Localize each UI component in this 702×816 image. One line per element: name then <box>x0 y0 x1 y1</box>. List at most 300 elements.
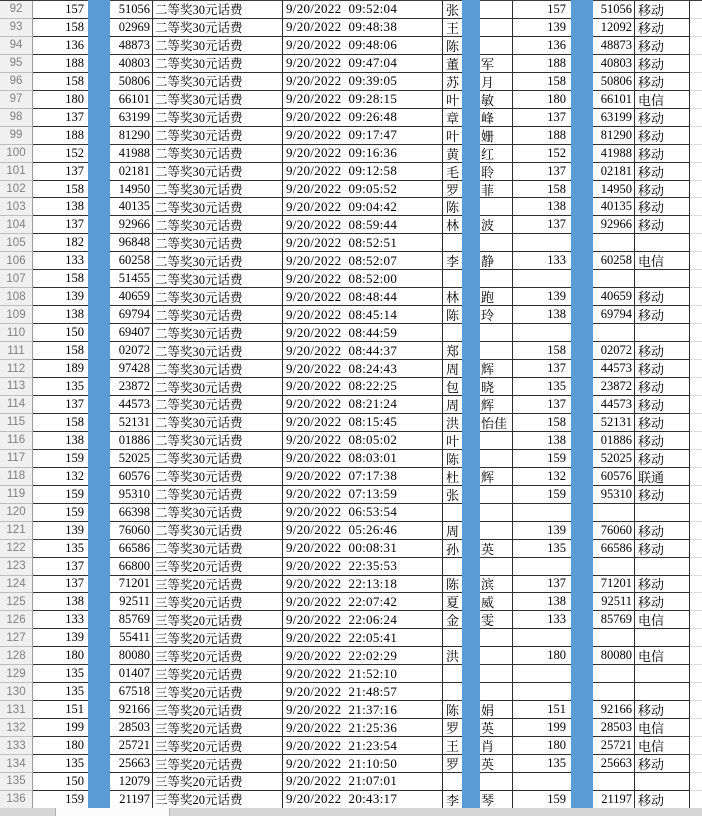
row-header-cell[interactable]: 117 <box>0 450 33 468</box>
name-last-char: 威 <box>481 595 495 611</box>
datetime-cell[interactable]: 9/20/2022 22:35:53 <box>283 558 443 576</box>
carrier-cell[interactable]: 移动 <box>635 360 690 378</box>
phone-suffix: 44573 <box>600 361 632 376</box>
row-header-cell[interactable]: 136 <box>0 791 33 809</box>
datetime-cell[interactable]: 9/20/2022 08:44:37 <box>283 342 443 360</box>
empty-cell[interactable] <box>690 450 702 468</box>
prize-cell[interactable]: 二等奖30元话费 <box>153 540 283 558</box>
name-last-char: 英 <box>481 757 495 772</box>
empty-cell[interactable] <box>690 719 702 737</box>
datetime-cell[interactable]: 9/20/2022 21:52:10 <box>283 665 443 683</box>
carrier-cell[interactable]: 移动 <box>635 37 690 55</box>
phone-suffix: 51056 <box>118 1 150 16</box>
datetime-cell[interactable]: 9/20/2022 08:44:59 <box>283 324 443 342</box>
carrier-cell[interactable]: 移动 <box>635 306 690 324</box>
phone-suffix: 66586 <box>118 540 150 555</box>
row-header-cell[interactable]: 94 <box>0 37 33 55</box>
row-header-cell[interactable]: 119 <box>0 486 33 504</box>
phone-suffix: 81290 <box>600 127 632 142</box>
empty-cell[interactable] <box>690 611 702 629</box>
row-header-cell[interactable]: 92 <box>0 1 33 19</box>
row-header-cell[interactable]: 110 <box>0 324 33 342</box>
carrier-cell[interactable] <box>635 324 690 342</box>
carrier-cell[interactable]: 移动 <box>635 19 690 37</box>
phone-suffix: 51455 <box>118 271 150 286</box>
phone-prefix: 180 <box>65 648 84 663</box>
prize-cell[interactable]: 三等奖20元话费 <box>153 755 283 773</box>
datetime-cell[interactable]: 9/20/2022 08:03:01 <box>283 450 443 468</box>
phone-suffix: 40135 <box>600 199 632 214</box>
empty-cell[interactable] <box>690 647 702 665</box>
carrier-cell[interactable]: 移动 <box>635 522 690 540</box>
empty-cell[interactable] <box>690 468 702 486</box>
datetime-cell[interactable]: 9/20/2022 06:53:54 <box>283 504 443 522</box>
empty-cell[interactable] <box>690 593 702 611</box>
row-header-cell[interactable]: 123 <box>0 558 33 576</box>
row-header-cell[interactable]: 96 <box>0 73 33 91</box>
carrier-cell[interactable] <box>635 558 690 576</box>
phone-prefix: 137 <box>65 163 84 178</box>
carrier-cell[interactable]: 移动 <box>635 701 690 719</box>
empty-cell[interactable] <box>690 145 702 163</box>
row-header-cell[interactable]: 112 <box>0 360 33 378</box>
phone-suffix: 66101 <box>118 91 150 106</box>
name-first-char: 包 <box>446 379 460 395</box>
row-header-cell[interactable]: 106 <box>0 252 33 270</box>
carrier-cell[interactable]: 移动 <box>635 198 690 216</box>
datetime-cell[interactable]: 9/20/2022 21:23:54 <box>283 737 443 755</box>
horizontal-scrollbar[interactable] <box>0 808 702 816</box>
carrier-cell[interactable]: 移动 <box>635 145 690 163</box>
row-header-cell[interactable]: 108 <box>0 288 33 306</box>
phone-prefix: 151 <box>65 702 84 717</box>
datetime-cell[interactable]: 9/20/2022 05:26:46 <box>283 522 443 540</box>
prize-cell[interactable]: 二等奖30元话费 <box>153 288 283 306</box>
phone-suffix: 76060 <box>600 522 632 537</box>
datetime-cell[interactable]: 9/20/2022 00:08:31 <box>283 540 443 558</box>
empty-cell[interactable] <box>690 198 702 216</box>
name-last-char: 晓 <box>481 379 495 395</box>
phone-suffix: 60576 <box>600 468 632 483</box>
phone-prefix: 139 <box>65 522 84 537</box>
row-header-cell[interactable]: 102 <box>0 181 33 199</box>
phone-prefix: 133 <box>547 612 566 627</box>
phone-prefix: 188 <box>547 55 566 70</box>
phone-prefix: 138 <box>547 432 566 447</box>
phone-prefix: 159 <box>65 791 84 806</box>
row-header-cell[interactable]: 132 <box>0 719 33 737</box>
name-first-char: 章 <box>446 110 460 126</box>
datetime-cell[interactable]: 9/20/2022 08:52:00 <box>283 270 443 288</box>
datetime-cell[interactable]: 9/20/2022 09:04:42 <box>283 198 443 216</box>
carrier-cell[interactable]: 移动 <box>635 163 690 181</box>
empty-cell[interactable] <box>690 216 702 234</box>
datetime-cell[interactable]: 9/20/2022 09:39:05 <box>283 73 443 91</box>
datetime-cell[interactable]: 9/20/2022 09:52:04 <box>283 1 443 19</box>
prize-cell[interactable]: 三等奖20元话费 <box>153 629 283 647</box>
datetime-cell[interactable]: 9/20/2022 09:16:36 <box>283 145 443 163</box>
empty-cell[interactable] <box>690 19 702 37</box>
phone-suffix: 92511 <box>601 594 632 609</box>
phone-prefix: 199 <box>65 720 84 735</box>
datetime-cell[interactable]: 9/20/2022 09:12:58 <box>283 163 443 181</box>
datetime-cell[interactable]: 9/20/2022 07:13:59 <box>283 486 443 504</box>
datetime-cell[interactable]: 9/20/2022 08:52:07 <box>283 252 443 270</box>
empty-cell[interactable] <box>690 234 702 252</box>
datetime-cell[interactable]: 9/20/2022 21:25:36 <box>283 719 443 737</box>
empty-cell[interactable] <box>690 37 702 55</box>
carrier-cell[interactable]: 移动 <box>635 576 690 594</box>
row-header-cell[interactable]: 124 <box>0 576 33 594</box>
datetime-cell[interactable]: 9/20/2022 22:05:41 <box>283 629 443 647</box>
row-header-cell[interactable]: 114 <box>0 396 33 414</box>
prize-cell[interactable]: 三等奖20元话费 <box>153 737 283 755</box>
carrier-cell[interactable]: 移动 <box>635 414 690 432</box>
prize-cell[interactable]: 二等奖30元话费 <box>153 234 283 252</box>
prize-cell[interactable]: 二等奖30元话费 <box>153 37 283 55</box>
row-header-cell[interactable]: 109 <box>0 306 33 324</box>
prize-cell[interactable]: 三等奖20元话费 <box>153 593 283 611</box>
carrier-cell[interactable]: 移动 <box>635 755 690 773</box>
prize-cell[interactable]: 三等奖20元话费 <box>153 558 283 576</box>
row-header-cell[interactable]: 105 <box>0 234 33 252</box>
carrier-cell[interactable] <box>635 773 690 791</box>
carrier-cell[interactable]: 移动 <box>635 540 690 558</box>
datetime-cell[interactable]: 9/20/2022 21:48:57 <box>283 683 443 701</box>
phone-suffix: 40135 <box>118 199 150 214</box>
row-header-cell[interactable]: 111 <box>0 342 33 360</box>
prize-cell[interactable]: 二等奖30元话费 <box>153 19 283 37</box>
datetime-cell[interactable]: 9/20/2022 09:26:48 <box>283 109 443 127</box>
row-header-cell[interactable]: 130 <box>0 683 33 701</box>
prize-cell[interactable]: 二等奖30元话费 <box>153 486 283 504</box>
empty-cell[interactable] <box>690 414 702 432</box>
phone-prefix: 138 <box>547 594 566 609</box>
datetime-cell[interactable]: 9/20/2022 09:28:15 <box>283 91 443 109</box>
prize-cell[interactable]: 三等奖20元话费 <box>153 701 283 719</box>
row-header-cell[interactable]: 97 <box>0 91 33 109</box>
phone-suffix: 52025 <box>118 450 150 465</box>
carrier-cell[interactable] <box>635 665 690 683</box>
row-header-cell[interactable]: 120 <box>0 504 33 522</box>
empty-cell[interactable] <box>690 540 702 558</box>
name-last-char: 波 <box>481 218 495 234</box>
phone-prefix: 159 <box>65 450 84 465</box>
datetime-cell[interactable]: 9/20/2022 09:17:47 <box>283 127 443 145</box>
carrier-cell[interactable]: 电信 <box>635 719 690 737</box>
phone-prefix: 152 <box>547 145 566 160</box>
name-last-char: 菲 <box>481 182 495 198</box>
empty-cell[interactable] <box>690 270 702 288</box>
phone-prefix: 137 <box>65 576 84 591</box>
prize-cell[interactable]: 三等奖20元话费 <box>153 773 283 791</box>
carrier-cell[interactable] <box>635 270 690 288</box>
datetime-cell[interactable]: 9/20/2022 22:07:42 <box>283 593 443 611</box>
row-header-cell[interactable]: 118 <box>0 468 33 486</box>
carrier-cell[interactable]: 移动 <box>635 181 690 199</box>
phone-suffix: 60258 <box>118 253 150 268</box>
carrier-cell[interactable]: 移动 <box>635 127 690 145</box>
row-header-cell[interactable]: 122 <box>0 540 33 558</box>
row-header-cell[interactable]: 100 <box>0 145 33 163</box>
row-header-cell[interactable]: 104 <box>0 216 33 234</box>
prize-cell[interactable]: 二等奖30元话费 <box>153 306 283 324</box>
row-header-cell[interactable]: 131 <box>0 701 33 719</box>
row-header-cell[interactable]: 128 <box>0 647 33 665</box>
phone-prefix: 159 <box>547 791 566 806</box>
row-header-cell[interactable]: 129 <box>0 665 33 683</box>
carrier-cell[interactable] <box>635 504 690 522</box>
empty-cell[interactable] <box>690 504 702 522</box>
empty-cell[interactable] <box>690 163 702 181</box>
carrier-cell[interactable] <box>635 629 690 647</box>
row-header-cell[interactable]: 134 <box>0 755 33 773</box>
carrier-cell[interactable]: 移动 <box>635 288 690 306</box>
empty-cell[interactable] <box>690 791 702 809</box>
prize-cell[interactable]: 二等奖30元话费 <box>153 145 283 163</box>
datetime-cell[interactable]: 9/20/2022 08:24:43 <box>283 360 443 378</box>
carrier-cell[interactable]: 移动 <box>635 450 690 468</box>
datetime-cell[interactable]: 9/20/2022 20:43:17 <box>283 791 443 809</box>
empty-cell[interactable] <box>690 486 702 504</box>
phone-prefix: 137 <box>65 396 84 411</box>
empty-cell[interactable] <box>690 629 702 647</box>
empty-cell[interactable] <box>690 360 702 378</box>
empty-cell[interactable] <box>690 342 702 360</box>
datetime-cell[interactable]: 9/20/2022 08:22:25 <box>283 378 443 396</box>
phone-prefix: 135 <box>547 756 566 770</box>
carrier-cell[interactable]: 移动 <box>635 1 690 19</box>
empty-cell[interactable] <box>690 737 702 755</box>
row-header-cell[interactable]: 101 <box>0 163 33 181</box>
name-first-char: 周 <box>446 397 460 413</box>
datetime-cell[interactable]: 9/20/2022 09:48:38 <box>283 19 443 37</box>
row-header-cell[interactable]: 135 <box>0 773 33 791</box>
prize-cell[interactable]: 二等奖30元话费 <box>153 342 283 360</box>
prize-cell[interactable]: 二等奖30元话费 <box>153 504 283 522</box>
empty-cell[interactable] <box>690 1 702 19</box>
name-first-char: 罗 <box>446 721 460 737</box>
empty-cell[interactable] <box>690 109 702 127</box>
carrier-cell[interactable]: 移动 <box>635 109 690 127</box>
datetime-cell[interactable]: 9/20/2022 08:59:44 <box>283 216 443 234</box>
name-last-char: 静 <box>481 254 495 270</box>
empty-cell[interactable] <box>690 91 702 109</box>
datetime-cell[interactable]: 9/20/2022 08:52:51 <box>283 234 443 252</box>
phone-suffix: 01886 <box>118 432 150 447</box>
datetime-cell[interactable]: 9/20/2022 08:15:45 <box>283 414 443 432</box>
name-first-char: 张 <box>446 487 460 503</box>
prize-cell[interactable]: 二等奖30元话费 <box>153 360 283 378</box>
carrier-cell[interactable]: 移动 <box>635 216 690 234</box>
phone-suffix: 02969 <box>118 19 150 34</box>
empty-cell[interactable] <box>690 576 702 594</box>
prize-cell[interactable]: 三等奖20元话费 <box>153 576 283 594</box>
row-header-cell[interactable]: 95 <box>0 55 33 73</box>
empty-cell[interactable] <box>690 378 702 396</box>
phone-suffix: 48873 <box>118 37 150 52</box>
prize-cell[interactable]: 二等奖30元话费 <box>153 73 283 91</box>
name-first-char: 洪 <box>446 649 460 665</box>
prize-cell[interactable]: 二等奖30元话费 <box>153 216 283 234</box>
phone-suffix: 23872 <box>118 378 150 393</box>
phone-prefix: 188 <box>547 127 566 142</box>
prize-cell[interactable]: 三等奖20元话费 <box>153 791 283 809</box>
name-first-char: 金 <box>446 613 460 629</box>
prize-cell[interactable]: 二等奖30元话费 <box>153 252 283 270</box>
row-header-cell[interactable]: 113 <box>0 378 33 396</box>
phone-suffix: 92166 <box>600 702 632 717</box>
datetime-cell[interactable]: 9/20/2022 22:13:18 <box>283 576 443 594</box>
prize-cell[interactable]: 三等奖20元话费 <box>153 719 283 737</box>
prize-cell[interactable]: 二等奖30元话费 <box>153 414 283 432</box>
carrier-cell[interactable]: 联通 <box>635 468 690 486</box>
prize-cell[interactable]: 二等奖30元话费 <box>153 522 283 540</box>
empty-cell[interactable] <box>690 558 702 576</box>
name-first-char: 郑 <box>446 344 460 360</box>
empty-cell[interactable] <box>690 127 702 145</box>
row-header-cell[interactable]: 121 <box>0 522 33 540</box>
carrier-cell[interactable] <box>635 234 690 252</box>
row-header-cell[interactable]: 99 <box>0 127 33 145</box>
empty-cell[interactable] <box>690 252 702 270</box>
empty-cell[interactable] <box>690 755 702 773</box>
prize-cell[interactable]: 二等奖30元话费 <box>153 198 283 216</box>
row-header-cell[interactable]: 116 <box>0 432 33 450</box>
carrier-cell[interactable]: 移动 <box>635 432 690 450</box>
prize-cell[interactable]: 三等奖20元话费 <box>153 647 283 665</box>
row-header-cell[interactable]: 103 <box>0 198 33 216</box>
row-header-cell[interactable]: 115 <box>0 414 33 432</box>
empty-cell[interactable] <box>690 73 702 91</box>
prize-cell[interactable]: 二等奖30元话费 <box>153 181 283 199</box>
name-last-char: 英 <box>481 721 495 737</box>
scrollbar-thumb[interactable] <box>55 808 170 816</box>
empty-cell[interactable] <box>690 665 702 683</box>
datetime-cell[interactable]: 9/20/2022 21:07:01 <box>283 773 443 791</box>
datetime-cell[interactable]: 9/20/2022 22:06:24 <box>283 611 443 629</box>
empty-cell[interactable] <box>690 55 702 73</box>
phone-suffix: 63199 <box>118 109 150 124</box>
empty-cell[interactable] <box>690 396 702 414</box>
name-last-char: 月 <box>481 74 495 90</box>
name-first-char: 黄 <box>446 146 460 162</box>
name-first-char: 罗 <box>446 182 460 198</box>
empty-cell[interactable] <box>690 683 702 701</box>
phone-prefix: 158 <box>65 73 84 88</box>
carrier-cell[interactable]: 移动 <box>635 342 690 360</box>
prize-cell[interactable]: 二等奖30元话费 <box>153 55 283 73</box>
row-header-cell[interactable]: 98 <box>0 109 33 127</box>
prize-cell[interactable]: 二等奖30元话费 <box>153 324 283 342</box>
datetime-cell[interactable]: 9/20/2022 21:10:50 <box>283 755 443 773</box>
empty-cell[interactable] <box>690 181 702 199</box>
carrier-cell[interactable]: 移动 <box>635 593 690 611</box>
empty-cell[interactable] <box>690 324 702 342</box>
phone-prefix: 139 <box>547 289 566 304</box>
row-header-cell[interactable]: 126 <box>0 611 33 629</box>
phone-prefix: 136 <box>65 37 84 52</box>
name-last-char: 军 <box>481 56 495 72</box>
phone-prefix: 151 <box>547 702 566 717</box>
datetime-cell[interactable]: 9/20/2022 08:48:44 <box>283 288 443 306</box>
prize-cell[interactable]: 二等奖30元话费 <box>153 163 283 181</box>
phone-suffix: 76060 <box>118 522 150 537</box>
carrier-cell[interactable]: 移动 <box>635 73 690 91</box>
datetime-cell[interactable]: 9/20/2022 22:02:29 <box>283 647 443 665</box>
carrier-cell[interactable]: 移动 <box>635 55 690 73</box>
empty-cell[interactable] <box>690 432 702 450</box>
prize-cell[interactable]: 三等奖20元话费 <box>153 611 283 629</box>
carrier-cell[interactable]: 移动 <box>635 378 690 396</box>
datetime-cell[interactable]: 9/20/2022 09:47:04 <box>283 55 443 73</box>
phone-prefix: 150 <box>65 773 84 788</box>
prize-cell[interactable]: 三等奖20元话费 <box>153 665 283 683</box>
empty-cell[interactable] <box>690 701 702 719</box>
phone-suffix: 71201 <box>118 576 150 591</box>
phone-prefix: 188 <box>65 127 84 142</box>
prize-cell[interactable]: 二等奖30元话费 <box>153 378 283 396</box>
name-last-char: 玲 <box>481 308 495 324</box>
prize-cell[interactable]: 二等奖30元话费 <box>153 1 283 19</box>
datetime-cell[interactable]: 9/20/2022 21:37:16 <box>283 701 443 719</box>
phone-suffix: 51056 <box>600 1 632 16</box>
datetime-cell[interactable]: 9/20/2022 08:21:24 <box>283 396 443 414</box>
carrier-cell[interactable] <box>635 683 690 701</box>
carrier-cell[interactable]: 电信 <box>635 252 690 270</box>
prize-cell[interactable]: 二等奖30元话费 <box>153 91 283 109</box>
phone-prefix: 182 <box>65 235 84 250</box>
datetime-cell[interactable]: 9/20/2022 09:05:52 <box>283 181 443 199</box>
empty-cell[interactable] <box>690 306 702 324</box>
phone-suffix: 02072 <box>600 343 632 358</box>
phone-prefix: 136 <box>547 37 566 52</box>
prize-cell[interactable]: 二等奖30元话费 <box>153 127 283 145</box>
carrier-cell[interactable]: 电信 <box>635 91 690 109</box>
row-header-cell[interactable]: 133 <box>0 737 33 755</box>
carrier-cell[interactable]: 电信 <box>635 737 690 755</box>
name-last-char: 琴 <box>481 792 495 808</box>
prize-cell[interactable]: 二等奖30元话费 <box>153 432 283 450</box>
prize-cell[interactable]: 二等奖30元话费 <box>153 450 283 468</box>
row-header-cell[interactable]: 125 <box>0 593 33 611</box>
empty-cell[interactable] <box>690 288 702 306</box>
carrier-cell[interactable]: 移动 <box>635 791 690 809</box>
phone-prefix: 138 <box>65 432 84 447</box>
datetime-cell[interactable]: 9/20/2022 08:45:14 <box>283 306 443 324</box>
phone-prefix: 137 <box>65 217 84 232</box>
carrier-cell[interactable]: 电信 <box>635 611 690 629</box>
row-header-cell[interactable]: 107 <box>0 270 33 288</box>
phone-prefix: 133 <box>65 253 84 268</box>
datetime-cell[interactable]: 9/20/2022 08:05:02 <box>283 432 443 450</box>
empty-cell[interactable] <box>690 773 702 791</box>
datetime-cell[interactable]: 9/20/2022 07:17:38 <box>283 468 443 486</box>
phone-suffix: 21197 <box>119 791 150 806</box>
datetime-cell[interactable]: 9/20/2022 09:48:06 <box>283 37 443 55</box>
carrier-cell[interactable]: 移动 <box>635 396 690 414</box>
prize-cell[interactable]: 二等奖30元话费 <box>153 109 283 127</box>
row-header-cell[interactable]: 127 <box>0 629 33 647</box>
prize-cell[interactable]: 二等奖30元话费 <box>153 468 283 486</box>
prize-cell[interactable]: 三等奖20元话费 <box>153 683 283 701</box>
prize-cell[interactable]: 二等奖30元话费 <box>153 270 283 288</box>
carrier-cell[interactable]: 电信 <box>635 647 690 665</box>
row-header-cell[interactable]: 93 <box>0 19 33 37</box>
prize-cell[interactable]: 二等奖30元话费 <box>153 396 283 414</box>
empty-cell[interactable] <box>690 522 702 540</box>
carrier-cell[interactable]: 移动 <box>635 486 690 504</box>
